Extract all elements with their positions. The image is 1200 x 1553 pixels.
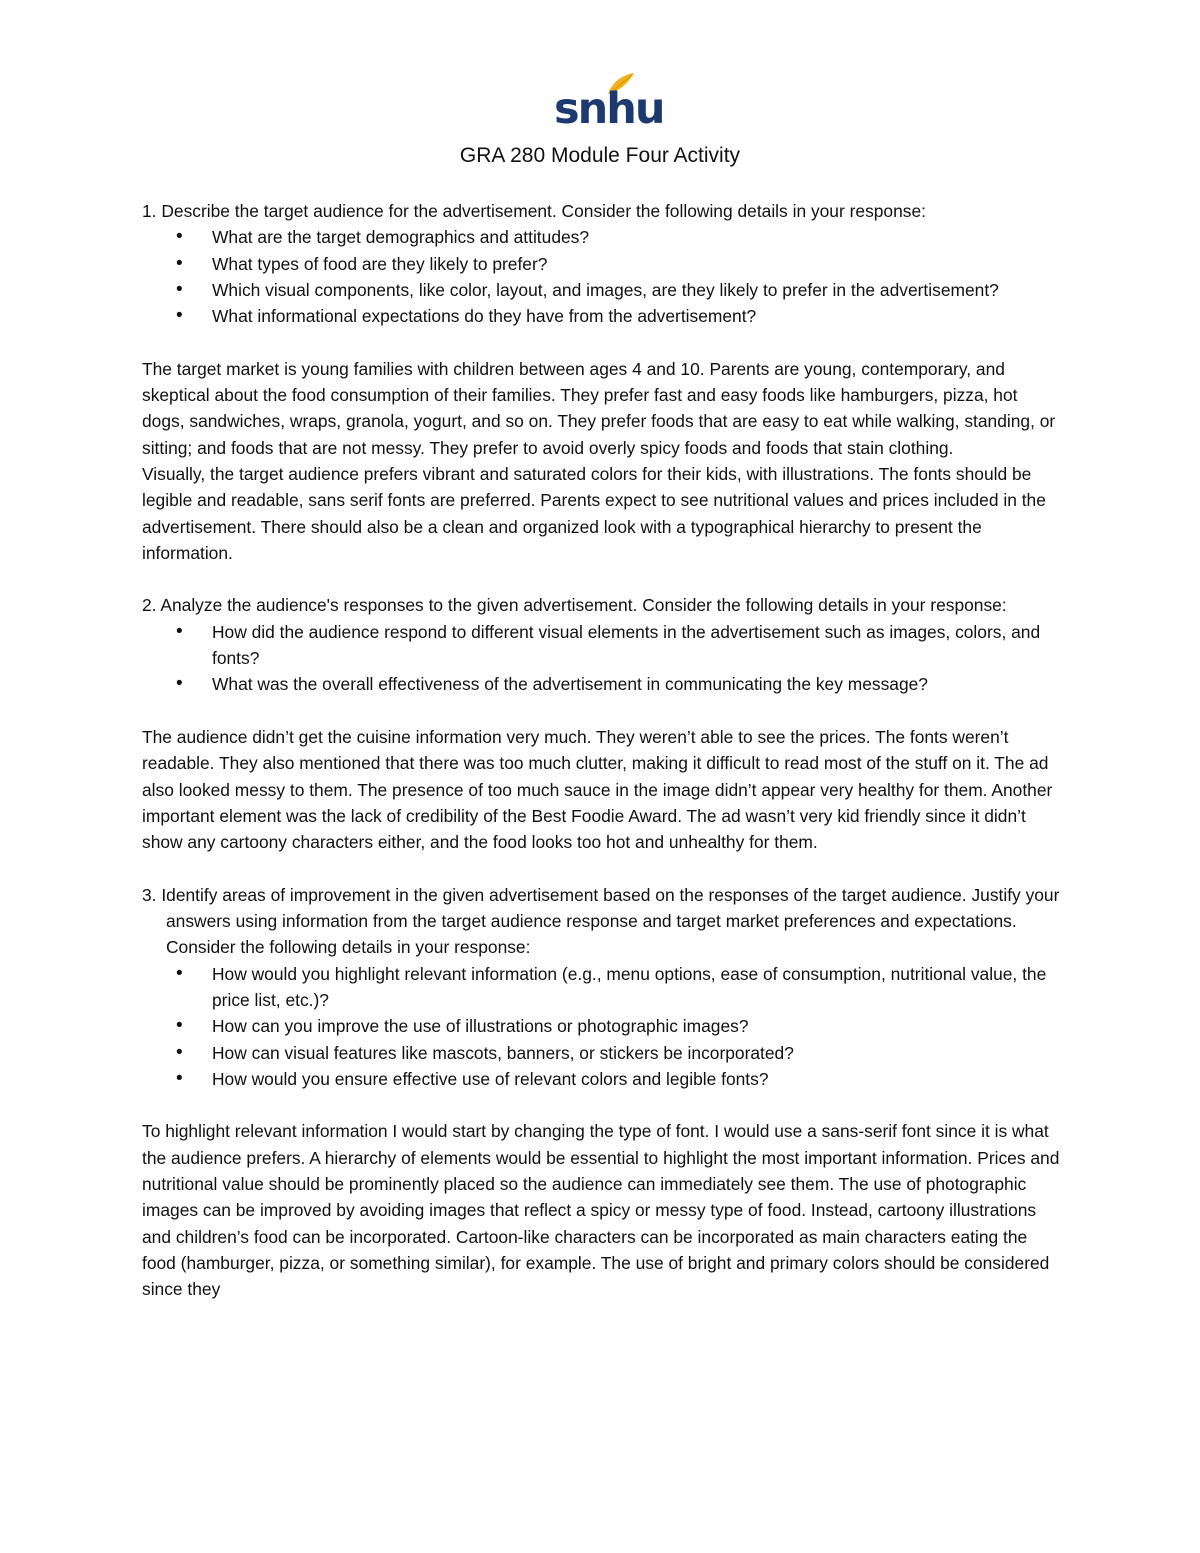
answer-1-paragraph-1: The target market is young families with children between ages 4 and 10. Parents are young, contemporary, and skeptical about the food consumption of their families. They prefer fast and easy foods like hamburgers, pizza, hot dogs, sandwiches, wraps, granola, yogurt, and so on. They prefer foods that are easy to eat while walking, standing, or sitting; and foods that are not messy. They prefer to avoid overly spicy foods and foods that stain clothing. — [142, 358, 1056, 458]
question-2-bullets — [142, 619, 1062, 698]
section-1 — [142, 198, 1062, 566]
page-title: GRA 280 Module Four Activity — [459, 144, 741, 167]
question-2: 2. Analyze the audience's responses to the given advertisement. Consider the following details in your response: — [142, 595, 1007, 616]
bullet-item: • How would you highlight relevant information (e.g., menu options, ease of consumption, nutritional value, the price list, etc.)? — [212, 961, 1062, 1014]
snhu-logo — [554, 72, 664, 134]
logo-text: snhu — [554, 84, 664, 134]
bullet-item: • Which visual components, like color, layout, and images, are they likely to prefer in the advertisement? — [212, 277, 1062, 303]
answer-1-paragraph-2: Visually, the target audience prefers vibrant and saturated colors for their kids, with illustrations. The fonts should be legible and readable, sans serif fonts are preferred. Parents expect to see nutritional values and prices included in the advertisement. There should also be a clean and organized look with a typographical hierarchy to present the information. — [142, 463, 1046, 563]
question-3: 3. Identify areas of improvement in the given advertisement based on the responses of the target audience. Justify your answers using information from the target audience response and target market preferences and expectations. Consider the following details in your response: — [142, 884, 1060, 958]
question-1-bullets — [142, 224, 1062, 329]
question-1: 1. Describe the target audience for the advertisement. Consider the following details in your response: — [142, 201, 926, 221]
document-body — [142, 198, 1062, 1302]
section-2 — [142, 592, 1062, 855]
section-3 — [142, 882, 1062, 1303]
bullet-item: • How can you improve the use of illustrations or photographic images? — [212, 1013, 1062, 1039]
bullet-item: • How would you ensure effective use of relevant colors and legible fonts? — [212, 1066, 1062, 1092]
bullet-item: • How did the audience respond to different visual elements in the advertisement such as images, colors, and fonts? — [212, 619, 1062, 672]
bullet-item: • How can visual features like mascots, banners, or stickers be incorporated? — [212, 1040, 1062, 1066]
bullet-item: • What informational expectations do they have from the advertisement? — [212, 303, 1062, 329]
answer-3-paragraph-1: To highlight relevant information I would start by changing the type of font. I would use a sans-serif font since it is what the audience prefers. A hierarchy of elements would be essential to highlight the most important information. Prices and nutritional value should be prominently placed so the audience can immediately see them. The use of photographic images can be improved by avoiding images that reflect a spicy or messy type of food. Instead, cartoony illustrations and children’s food can be incorporated. Cartoon-like characters can be incorporated as main characters eating the food (hamburger, pizza, or something similar), for example. The use of bright and primary colors should be considered since they — [142, 1121, 1060, 1300]
question-3-bullets — [142, 961, 1062, 1092]
bullet-item: • What was the overall effectiveness of the advertisement in communicating the key message? — [212, 671, 1062, 697]
bullet-item: • What are the target demographics and attitudes? — [212, 224, 1062, 250]
bullet-item: • What types of food are they likely to prefer? — [212, 251, 1062, 277]
answer-2-paragraph-1: The audience didn’t get the cuisine information very much. They weren’t able to see the prices. The fonts weren’t readable. They also mentioned that there was too much clutter, making it difficult to read most of the stuff on it. The ad also looked messy to them. The presence of too much sauce in the image didn’t appear very healthy for them. Another important element was the lack of credibility of the Best Foodie Award. The ad wasn’t very kid friendly since it didn’t show any cartoony characters either, and the food looks too hot and unhealthy for them. — [142, 726, 1053, 853]
